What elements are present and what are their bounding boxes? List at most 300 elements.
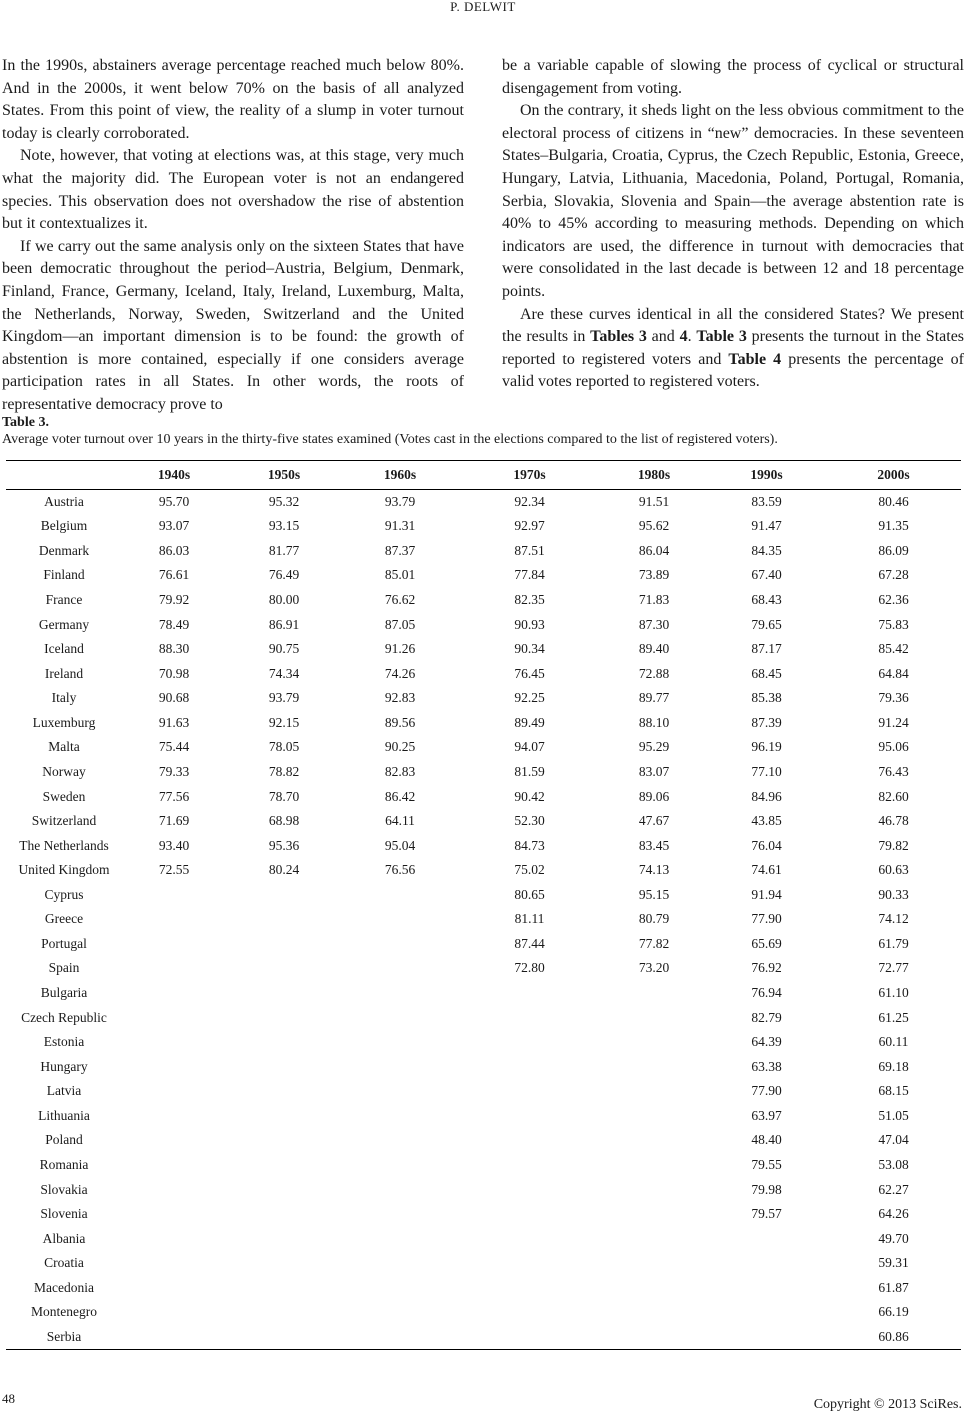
- turnout-cell: 90.34: [514, 641, 545, 657]
- turnout-cell: 80.00: [268, 592, 300, 608]
- turnout-cell: 68.15: [878, 1083, 909, 1099]
- turnout-cell: 65.69: [751, 935, 782, 951]
- table-label: Table 3.: [2, 415, 49, 430]
- turnout-cell: [458, 1005, 601, 1030]
- table-row: [6, 1177, 961, 1202]
- turnout-cell: 77.10: [751, 763, 782, 779]
- turnout-cell: [601, 1251, 707, 1276]
- table-row: [6, 809, 961, 834]
- turnout-cell: 59.31: [878, 1255, 909, 1271]
- turnout-cell: 64.84: [878, 665, 909, 681]
- turnout-cell: 95.06: [878, 739, 909, 755]
- turnout-cell: 83.45: [638, 837, 670, 853]
- table-body: [6, 490, 961, 1350]
- turnout-cell: 76.45: [514, 665, 545, 681]
- table-row: [6, 784, 961, 809]
- paragraph: In the 1990s, abstainers average percentage reached much below 80%. And in the 2000s, it went below 70% on the basis of all analyzed States. From this point of view, the reality of a slump in voter turnout today is clearly corroborated.: [2, 57, 464, 142]
- table-row: [6, 833, 961, 858]
- turnout-cell: 92.25: [514, 690, 545, 706]
- turnout-cell: 74.61: [751, 862, 782, 878]
- turnout-cell: [226, 1300, 342, 1325]
- paragraph-text: Are these curves identical in all the considered States? We present the results in: [502, 305, 964, 346]
- country-cell: Estonia: [43, 1034, 85, 1050]
- table-row: [6, 932, 961, 957]
- country-cell: Croatia: [44, 1255, 84, 1271]
- turnout-cell: 87.05: [384, 616, 416, 632]
- turnout-cell: 76.61: [158, 567, 190, 583]
- turnout-cell: 77.56: [158, 788, 190, 804]
- turnout-cell: [342, 1251, 458, 1276]
- turnout-cell: [342, 1177, 458, 1202]
- turnout-cell: [342, 1005, 458, 1030]
- turnout-cell: [342, 1030, 458, 1055]
- table-caption: [2, 414, 962, 448]
- turnout-cell: [458, 1325, 601, 1350]
- turnout-cell: [342, 1153, 458, 1178]
- turnout-cell: 76.49: [268, 567, 300, 583]
- turnout-cell: [601, 1177, 707, 1202]
- turnout-cell: 72.55: [158, 862, 190, 878]
- turnout-cell: [226, 1177, 342, 1202]
- turnout-cell: [226, 932, 342, 957]
- turnout-cell: 83.59: [751, 494, 782, 510]
- turnout-cell: 72.77: [878, 960, 909, 976]
- turnout-cell: 64.26: [878, 1206, 909, 1222]
- country-cell: Malta: [48, 739, 80, 755]
- turnout-cell: [122, 1300, 226, 1325]
- turnout-cell: [601, 1276, 707, 1301]
- turnout-cell: 81.11: [514, 911, 545, 927]
- turnout-cell: 91.31: [384, 518, 416, 534]
- turnout-cell: 77.82: [638, 935, 670, 951]
- country-cell: Norway: [42, 763, 86, 779]
- country-cell: Switzerland: [31, 813, 97, 829]
- country-cell: Luxemburg: [32, 714, 96, 730]
- turnout-cell: [458, 1226, 601, 1251]
- turnout-cell: 76.04: [751, 837, 782, 853]
- table-row: [6, 637, 961, 662]
- table-reference: Tables 3: [590, 328, 647, 346]
- turnout-cell: 75.02: [514, 862, 545, 878]
- table-row: [6, 1251, 961, 1276]
- turnout-cell: 72.88: [638, 665, 670, 681]
- turnout-cell: [226, 1226, 342, 1251]
- country-cell: Czech Republic: [21, 1009, 107, 1025]
- turnout-cell: [707, 1226, 826, 1251]
- table-row: [6, 539, 961, 564]
- turnout-cell: 43.85: [751, 813, 782, 829]
- turnout-cell: 64.11: [385, 813, 415, 829]
- table-reference: 4: [679, 328, 688, 346]
- table-row: [6, 1005, 961, 1030]
- turnout-cell: [601, 1226, 707, 1251]
- turnout-cell: [226, 1079, 342, 1104]
- turnout-cell: 79.33: [158, 763, 190, 779]
- turnout-cell: [601, 1030, 707, 1055]
- turnout-cell: 90.93: [514, 616, 545, 632]
- turnout-cell: [458, 1177, 601, 1202]
- table-title: Average voter turnout over 10 years in the thirty-five states examined (Votes cast in the elections compared to the list of registered voters).: [2, 432, 778, 447]
- paragraph-text: and: [646, 328, 680, 346]
- turnout-cell: [342, 1104, 458, 1129]
- turnout-cell: 61.10: [878, 985, 909, 1001]
- turnout-cell: 76.62: [384, 592, 416, 608]
- turnout-cell: 90.33: [878, 886, 909, 902]
- turnout-cell: 91.63: [158, 714, 190, 730]
- table-reference: Table 4: [728, 350, 782, 368]
- turnout-cell: 77.90: [751, 911, 782, 927]
- turnout-cell: 87.37: [384, 542, 416, 558]
- turnout-cell: [601, 1300, 707, 1325]
- turnout-cell: 95.04: [384, 837, 416, 853]
- turnout-cell: 95.29: [638, 739, 670, 755]
- column-header-decade: 1950s: [226, 461, 342, 490]
- turnout-cell: 87.51: [514, 542, 545, 558]
- page-number: 48: [2, 1391, 15, 1406]
- turnout-cell: 61.25: [878, 1009, 909, 1025]
- turnout-cell: [342, 1226, 458, 1251]
- table-row: [6, 1128, 961, 1153]
- turnout-cell: [342, 907, 458, 932]
- turnout-cell: 92.15: [268, 714, 300, 730]
- turnout-cell: [458, 1202, 601, 1227]
- turnout-cell: 72.80: [514, 960, 545, 976]
- turnout-cell: [601, 1104, 707, 1129]
- turnout-cell: [458, 1104, 601, 1129]
- turnout-cell: 92.83: [384, 690, 416, 706]
- turnout-cell: [342, 1276, 458, 1301]
- copyright-notice: Copyright © 2013 SciRes.: [813, 1397, 962, 1412]
- country-cell: Denmark: [38, 542, 90, 558]
- table-row: [6, 883, 961, 908]
- country-cell: Portugal: [41, 935, 87, 951]
- turnout-cell: 85.42: [878, 641, 909, 657]
- turnout-cell: [458, 1054, 601, 1079]
- table-row: [6, 735, 961, 760]
- turnout-cell: 68.45: [751, 665, 782, 681]
- turnout-cell: 86.09: [878, 542, 909, 558]
- table-row: [6, 588, 961, 613]
- turnout-cell: 79.57: [751, 1206, 782, 1222]
- turnout-cell: [122, 883, 226, 908]
- country-cell: Belgium: [40, 518, 88, 534]
- turnout-cell: 89.77: [638, 690, 670, 706]
- turnout-cell: 52.30: [514, 813, 545, 829]
- turnout-cell: 61.79: [878, 935, 909, 951]
- turnout-cell: 95.36: [268, 837, 300, 853]
- turnout-cell: 63.38: [751, 1058, 782, 1074]
- country-cell: France: [45, 592, 83, 608]
- country-cell: Slovenia: [40, 1206, 88, 1222]
- turnout-cell: [226, 1054, 342, 1079]
- turnout-cell: 95.62: [638, 518, 670, 534]
- table-row: [6, 1079, 961, 1104]
- turnout-cell: [226, 1202, 342, 1227]
- table-row: [6, 981, 961, 1006]
- turnout-cell: 93.15: [268, 518, 300, 534]
- turnout-cell: 74.12: [878, 911, 909, 927]
- turnout-cell: 82.83: [384, 763, 416, 779]
- turnout-cell: 78.49: [158, 616, 190, 632]
- turnout-cell: [458, 1153, 601, 1178]
- turnout-cell: 85.01: [384, 567, 416, 583]
- turnout-cell: 67.40: [751, 567, 782, 583]
- turnout-cell: 76.94: [751, 985, 782, 1001]
- turnout-cell: [226, 883, 342, 908]
- turnout-cell: 79.98: [751, 1181, 782, 1197]
- turnout-cell: 47.67: [638, 813, 670, 829]
- turnout-cell: 87.17: [751, 641, 782, 657]
- country-cell: Hungary: [40, 1058, 88, 1074]
- turnout-cell: 53.08: [878, 1156, 909, 1172]
- turnout-cell: [458, 1251, 601, 1276]
- column-header-decade: 2000s: [826, 461, 961, 490]
- turnout-cell: [601, 1054, 707, 1079]
- turnout-cell: 68.98: [268, 813, 300, 829]
- turnout-cell: [122, 1325, 226, 1350]
- turnout-cell: 93.79: [384, 494, 416, 510]
- turnout-cell: 79.92: [158, 592, 190, 608]
- country-cell: Germany: [38, 616, 90, 632]
- country-cell: Lithuania: [38, 1107, 90, 1123]
- turnout-cell: 70.98: [158, 665, 190, 681]
- country-cell: Italy: [51, 690, 77, 706]
- turnout-cell: [458, 1128, 601, 1153]
- country-cell: Finland: [43, 567, 85, 583]
- turnout-cell: 86.42: [384, 788, 416, 804]
- turnout-cell: 90.25: [384, 739, 416, 755]
- turnout-cell: 82.35: [514, 592, 545, 608]
- text-column-right: [502, 55, 964, 394]
- turnout-cell: 73.89: [638, 567, 670, 583]
- turnout-cell: [122, 1251, 226, 1276]
- turnout-cell: [458, 1276, 601, 1301]
- turnout-cell: [122, 1079, 226, 1104]
- turnout-cell: 95.15: [638, 886, 670, 902]
- column-header-decade: 1990s: [707, 461, 826, 490]
- country-cell: Sweden: [42, 788, 86, 804]
- country-cell: Romania: [39, 1156, 89, 1172]
- turnout-cell: 91.35: [878, 518, 909, 534]
- country-cell: Spain: [48, 960, 80, 976]
- table-row: [6, 760, 961, 785]
- turnout-cell: [122, 907, 226, 932]
- turnout-cell: 77.84: [514, 567, 545, 583]
- turnout-cell: 79.65: [751, 616, 782, 632]
- turnout-cell: 95.32: [268, 494, 300, 510]
- turnout-cell: 86.03: [158, 542, 190, 558]
- paragraph-text: presents the percentage of valid votes reported to registered voters.: [502, 350, 964, 391]
- turnout-cell: 78.70: [268, 788, 300, 804]
- turnout-cell: 82.60: [878, 788, 909, 804]
- turnout-cell: 87.30: [638, 616, 670, 632]
- turnout-cell: 81.77: [268, 542, 300, 558]
- turnout-cell: [707, 1300, 826, 1325]
- turnout-cell: 88.10: [638, 714, 670, 730]
- turnout-cell: [707, 1251, 826, 1276]
- column-header-country: [6, 461, 122, 490]
- turnout-cell: 91.94: [751, 886, 782, 902]
- turnout-cell: 86.91: [268, 616, 300, 632]
- turnout-cell: [601, 1202, 707, 1227]
- table-row: [6, 1153, 961, 1178]
- turnout-cell: 84.35: [751, 542, 782, 558]
- running-header: P. DELWIT: [450, 0, 516, 14]
- turnout-cell: 93.40: [158, 837, 190, 853]
- table-row: [6, 612, 961, 637]
- turnout-cell: [122, 1153, 226, 1178]
- turnout-cell: 83.07: [638, 763, 670, 779]
- turnout-cell: 71.83: [638, 592, 670, 608]
- country-cell: Albania: [42, 1230, 86, 1246]
- column-header-decade: 1970s: [458, 461, 601, 490]
- turnout-cell: [601, 1128, 707, 1153]
- turnout-cell: 92.34: [514, 494, 545, 510]
- turnout-cell: [122, 1030, 226, 1055]
- turnout-cell: 62.36: [878, 592, 909, 608]
- table-row: [6, 1202, 961, 1227]
- turnout-cell: 90.75: [268, 641, 300, 657]
- turnout-cell: 69.18: [878, 1058, 909, 1074]
- turnout-cell: [342, 1202, 458, 1227]
- turnout-cell: 51.05: [878, 1107, 909, 1123]
- country-cell: Slovakia: [40, 1181, 88, 1197]
- turnout-cell: 77.90: [751, 1083, 782, 1099]
- turnout-cell: 61.87: [878, 1279, 909, 1295]
- table-row: [6, 1104, 961, 1129]
- country-cell: United Kingdom: [18, 862, 110, 878]
- paragraph: If we carry out the same analysis only on the sixteen States that have been democratic throughout the period–Austria, Belgium, Denmark, Finland, France, Germany, Iceland, Italy, Ireland, Luxemburg, Malta, the Netherlands, Norway, Sweden, Switzerland and the United Kingdom—an important dimension is to be found: the growth of abstention is more contained, especially if one considers average participation rates in all States. In other words, the roots of representative democracy prove to: [2, 237, 464, 413]
- turnout-cell: [122, 1276, 226, 1301]
- turnout-cell: 68.43: [751, 592, 782, 608]
- turnout-cell: [226, 1276, 342, 1301]
- paragraph: On the contrary, it sheds light on the less obvious commitment to the electoral process of citizens in “new” democracies. In these seventeen States–Bulgaria, Croatia, Cyprus, the Czech Republic, Estonia, Greece, Hungary, Latvia, Lithuania, Macedonia, Poland, Portugal, Romania, Serbia, Slovakia, Slovenia and Spain—the average abstention rate is 40% to 45% according to measuring methods. Depending on which indicators are used, the difference in turnout with democracies that were consolidated in the last decade is between 12 and 18 percentage points.: [502, 102, 964, 300]
- turnout-cell: 91.24: [878, 714, 909, 730]
- country-cell: Montenegro: [31, 1304, 97, 1320]
- turnout-cell: 73.20: [638, 960, 670, 976]
- turnout-cell: 64.39: [751, 1034, 782, 1050]
- table-row: [6, 1325, 961, 1350]
- turnout-cell: [342, 1128, 458, 1153]
- country-cell: Bulgaria: [40, 985, 88, 1001]
- turnout-cell: [122, 1104, 226, 1129]
- paragraph-text: .: [687, 328, 697, 346]
- country-cell: The Netherlands: [19, 837, 109, 853]
- turnout-cell: 63.97: [751, 1107, 782, 1123]
- turnout-cell: 81.59: [514, 763, 545, 779]
- turnout-cell: 89.40: [638, 641, 670, 657]
- turnout-cell: 88.30: [158, 641, 190, 657]
- table-row: [6, 514, 961, 539]
- turnout-cell: 96.19: [751, 739, 782, 755]
- table-row: [6, 686, 961, 711]
- turnout-cell: 89.49: [514, 714, 545, 730]
- turnout-cell: [122, 956, 226, 981]
- turnout-cell: 84.96: [751, 788, 782, 804]
- turnout-cell: [122, 1054, 226, 1079]
- turnout-cell: 74.34: [268, 665, 300, 681]
- table-row: [6, 956, 961, 981]
- turnout-cell: 60.11: [878, 1034, 909, 1050]
- turnout-cell: [601, 1153, 707, 1178]
- turnout-cell: [342, 932, 458, 957]
- turnout-cell: [458, 1079, 601, 1104]
- table-row: [6, 661, 961, 686]
- turnout-cell: 67.28: [878, 567, 909, 583]
- paragraph: Note, however, that voting at elections was, at this stage, very much what the majority did. The European voter is not an endangered species. This observation does not overshadow the rise of abstention but it contextualizes it.: [2, 147, 464, 233]
- turnout-cell: 46.78: [878, 813, 909, 829]
- turnout-cell: 78.82: [268, 763, 300, 779]
- turnout-cell: 92.97: [514, 518, 545, 534]
- turnout-cell: [342, 1300, 458, 1325]
- table-row: [6, 1226, 961, 1251]
- turnout-cell: [226, 1325, 342, 1350]
- table-row: [6, 1054, 961, 1079]
- country-cell: Greece: [44, 911, 84, 927]
- table-reference: Table 3: [696, 328, 747, 346]
- country-cell: Iceland: [44, 641, 84, 657]
- turnout-cell: 82.79: [751, 1009, 782, 1025]
- turnout-cell: 60.63: [878, 862, 909, 878]
- turnout-cell: [226, 981, 342, 1006]
- turnout-cell: [122, 932, 226, 957]
- turnout-cell: [601, 981, 707, 1006]
- turnout-cell: 80.24: [268, 862, 300, 878]
- turnout-cell: [601, 1005, 707, 1030]
- turnout-cell: [601, 1325, 707, 1350]
- turnout-cell: 93.79: [268, 690, 300, 706]
- turnout-cell: 74.13: [638, 862, 670, 878]
- turnout-cell: 74.26: [384, 665, 416, 681]
- turnout-cell: 91.47: [751, 518, 782, 534]
- turnout-cell: 80.46: [878, 494, 909, 510]
- table-row: [6, 563, 961, 588]
- turnout-cell: 60.86: [826, 1325, 961, 1350]
- turnout-cell: 66.19: [878, 1304, 909, 1320]
- turnout-cell: 76.92: [751, 960, 782, 976]
- table-row: [6, 1030, 961, 1055]
- turnout-cell: [226, 1153, 342, 1178]
- turnout-cell: [122, 1005, 226, 1030]
- turnout-cell: 76.43: [878, 763, 909, 779]
- turnout-cell: [122, 1128, 226, 1153]
- country-cell: Macedonia: [34, 1279, 94, 1295]
- turnout-cell: 90.68: [158, 690, 190, 706]
- turnout-cell: 91.26: [384, 641, 416, 657]
- table-header-row: [6, 461, 961, 490]
- turnout-cell: 47.04: [878, 1132, 909, 1148]
- turnout-cell: 87.44: [514, 935, 545, 951]
- turnout-cell: 76.56: [384, 862, 416, 878]
- text-column-left: [2, 55, 464, 417]
- paragraph: [502, 304, 964, 394]
- turnout-cell: 75.83: [878, 616, 909, 632]
- turnout-cell: 48.40: [751, 1132, 782, 1148]
- table-row: [6, 907, 961, 932]
- turnout-cell: [122, 1202, 226, 1227]
- turnout-cell: [226, 956, 342, 981]
- turnout-cell: 94.07: [514, 739, 545, 755]
- country-cell: Poland: [45, 1132, 83, 1148]
- turnout-cell: 91.51: [638, 494, 670, 510]
- turnout-cell: 85.38: [751, 690, 782, 706]
- turnout-cell: [707, 1325, 826, 1350]
- table-row: [6, 711, 961, 736]
- column-header-decade: 1960s: [342, 461, 458, 490]
- turnout-cell: [226, 1030, 342, 1055]
- turnout-cell: 89.56: [384, 714, 416, 730]
- country-cell: Serbia: [6, 1325, 122, 1350]
